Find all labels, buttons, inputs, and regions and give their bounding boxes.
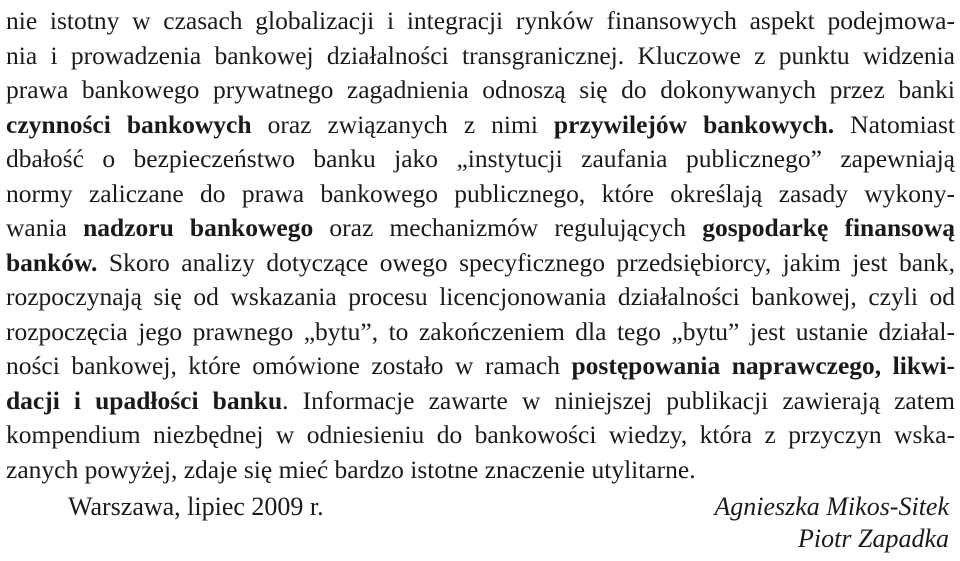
text-line: [6, 248, 955, 278]
text-run: kompendium niezbędnej w odniesieniu do bankowości wiedzy, która z przyczyn wska-: [6, 420, 955, 449]
text-run: zanych powyżej, zdaje się mieć bardzo istotne znaczenie utylitarne.: [6, 454, 696, 484]
text-run: wania: [6, 213, 84, 242]
bold-term: nadzoru bankowego: [83, 213, 314, 242]
text-line: [6, 213, 955, 243]
bold-term: dacji i upadłości banku: [6, 385, 283, 415]
text-line: [6, 420, 955, 450]
text-line: [6, 144, 955, 174]
text-run: Natomiast: [834, 109, 955, 139]
text-line: [6, 282, 955, 312]
text-run: dbałość o bezpieczeństwo banku jako „instytucji zaufania publicznego” zapewniają: [6, 144, 955, 173]
place-and-date: Warszawa, lipiec 2009 r.: [68, 492, 324, 521]
text-run: . Informacje zawarte w niniejszej publikacji zawierają zatem: [282, 385, 955, 415]
text-line: [6, 41, 955, 71]
text-run: nia i prowadzenia bankowej działalności transgranicznej. Kluczowe z punktu widzenia: [6, 40, 955, 70]
text-run: oraz związanych z nimi: [251, 109, 554, 139]
text-run: rozpoczęcia jego prawnego „bytu”, to zakończeniem dla tego „bytu” jest ustanie działal-: [6, 316, 955, 346]
text-line: [6, 455, 955, 485]
text-line: [6, 75, 955, 105]
author-name: Agnieszka Mikos-Sitek: [714, 492, 949, 521]
text-line: [6, 317, 955, 347]
bold-term: banków.: [6, 247, 98, 277]
text-line: [6, 179, 955, 209]
text-line: [6, 110, 955, 140]
text-run: ności bankowej, które omówione zostało w ramach: [6, 351, 572, 380]
text-run: normy zaliczane do prawa bankowego publicznego, które określają zasady wykony-: [6, 178, 955, 208]
text-run: oraz mechanizmów regulujących: [313, 213, 703, 242]
text-run: prawa bankowego prywatnego zagadnienia odnoszą się do dokonywanych przez banki: [6, 75, 955, 104]
text-run: nie istotny w czasach globalizacji i integracji rynków finansowych aspekt podejmowa-: [6, 6, 955, 35]
text-line: [6, 6, 955, 36]
text-line: [6, 386, 955, 416]
bold-term: postępowania naprawczego, likwi-: [571, 351, 955, 380]
author-name: Piotr Zapadka: [798, 524, 949, 553]
bold-term: przywilejów bankowych.: [553, 109, 835, 139]
bold-term: gospodarkę finansową: [702, 213, 955, 242]
text-line: [6, 351, 955, 381]
text-run: rozpoczynają się od wskazania procesu licencjonowania działalności bankowej, czyli od: [6, 282, 955, 311]
bold-term: czynności bankowych: [6, 109, 252, 139]
text-run: Skoro analizy dotyczące owego specyficznego przedsiębiorcy, jakim jest bank,: [97, 247, 955, 277]
